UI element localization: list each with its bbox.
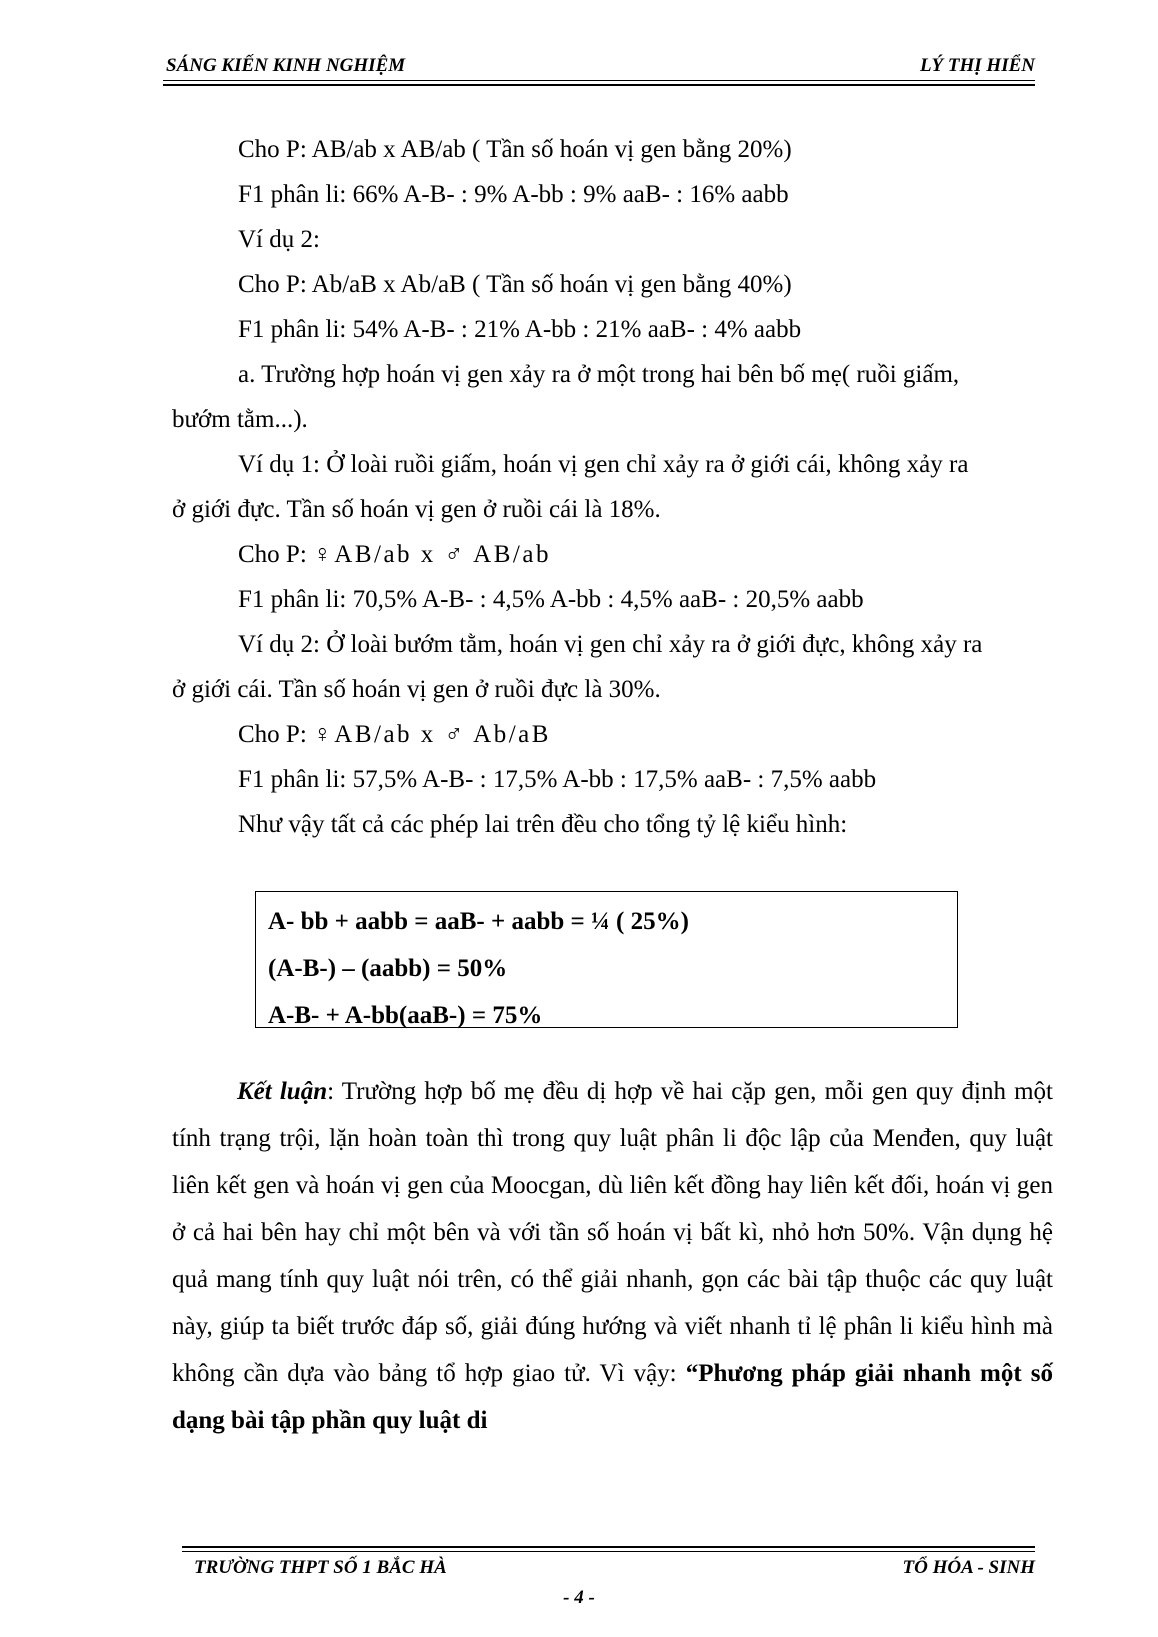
ratio-line: F1 phân li: 66% A-B- : 9% A-bb : 9% aaB- : 16% aabb bbox=[238, 181, 789, 208]
page-number: - 4 - bbox=[563, 1587, 595, 1608]
conclusion-title: “Phương pháp giải nhanh một số dạng bài tập phần quy luật di bbox=[172, 1360, 1053, 1434]
formula-line: A- bb + aabb = aaB- + aabb = ¼ ( 25%) bbox=[268, 908, 689, 935]
example-paragraph: Ví dụ 1: Ở loài ruồi giấm, hoán vị gen chỉ xảy ra ở giới cái, không xảy ra bbox=[238, 451, 969, 478]
cross-genotypes: ♀AB/ab x ♂ AB/ab bbox=[313, 541, 551, 568]
formula-line: A-B- + A-bb(aaB-) = 75% bbox=[268, 1002, 543, 1029]
footer-rule-thick bbox=[182, 1546, 1035, 1548]
formula-line: (A-B-) – (aabb) = 50% bbox=[268, 955, 508, 982]
header-title: SÁNG KIẾN KINH NGHIỆM bbox=[166, 55, 406, 76]
summary-line: Như vậy tất cả các phép lai trên đều cho tổng tỷ lệ kiểu hình: bbox=[238, 811, 848, 838]
conclusion-label: Kết luận bbox=[237, 1078, 328, 1105]
cross-prefix: Cho P: bbox=[238, 541, 314, 568]
ratio-line: F1 phân li: 57,5% A-B- : 17,5% A-bb : 17,5% aaB- : 7,5% aabb bbox=[238, 766, 877, 793]
header-rule bbox=[163, 80, 1035, 81]
cross-prefix: Cho P: bbox=[238, 721, 314, 748]
example-paragraph-cont: ở giới cái. Tần số hoán vị gen ở ruồi đực là 30%. bbox=[172, 676, 661, 703]
cross-genotypes: ♀AB/ab x ♂ Ab/aB bbox=[313, 721, 551, 748]
body-text bbox=[172, 127, 1053, 847]
conclusion bbox=[172, 1068, 1053, 1444]
case-heading: a. Trường hợp hoán vị gen xảy ra ở một trong hai bên bố mẹ( ruồi giấm, bbox=[238, 361, 960, 388]
footer-department: TỔ HÓA - SINH bbox=[902, 1557, 1035, 1578]
header-author: LÝ THỊ HIỂN bbox=[919, 55, 1035, 76]
cross-line: Cho P: AB/ab x AB/ab ( Tần số hoán vị gen bằng 20%) bbox=[238, 136, 792, 163]
ratio-line: F1 phân li: 54% A-B- : 21% A-bb : 21% aaB- : 4% aabb bbox=[238, 316, 802, 343]
footer-rule bbox=[182, 1551, 1035, 1552]
example-paragraph: Ví dụ 2: Ở loài bướm tằm, hoán vị gen chỉ xảy ra ở giới đực, không xảy ra bbox=[238, 631, 983, 658]
conclusion-text: : Trường hợp bố mẹ đều dị hợp về hai cặp gen, mỗi gen quy định một tính trạng trội, lặn hoàn toàn thì trong quy luật phân li độc lập của Menđen, quy luật liên kết gen và hoán vị gen của Moocgan, dù liên kết đồng hay liên kết đối, hoán vị gen ở cả hai bên hay chỉ một bên và với tần số hoán vị bất kì, nhỏ hơn 50%. Vận dụng hệ quả mang tính quy luật nói trên, có thể giải nhanh, gọn các bài tập thuộc các quy luật này, giúp ta biết trước đáp số, giải đúng hướng và viết nhanh tỉ lệ phân li kiểu hình mà không cần dựa vào bảng tổ hợp giao tử. Vì vậy: bbox=[172, 1078, 1053, 1387]
formula-box bbox=[255, 891, 958, 1028]
cross-line bbox=[238, 712, 1053, 757]
case-heading-cont: bướm tằm...). bbox=[172, 406, 308, 433]
example-heading: Ví dụ 2: bbox=[238, 226, 320, 253]
ratio-line: F1 phân li: 70,5% A-B- : 4,5% A-bb : 4,5% aaB- : 20,5% aabb bbox=[238, 586, 864, 613]
example-paragraph-cont: ở giới đực. Tần số hoán vị gen ở ruồi cái là 18%. bbox=[172, 496, 661, 523]
header-rule-thick bbox=[163, 84, 1035, 86]
cross-line: Cho P: Ab/aB x Ab/aB ( Tần số hoán vị gen bằng 40%) bbox=[238, 271, 792, 298]
cross-line bbox=[238, 532, 1053, 577]
footer-school: TRƯỜNG THPT SỐ 1 BẮC HÀ bbox=[194, 1557, 447, 1578]
